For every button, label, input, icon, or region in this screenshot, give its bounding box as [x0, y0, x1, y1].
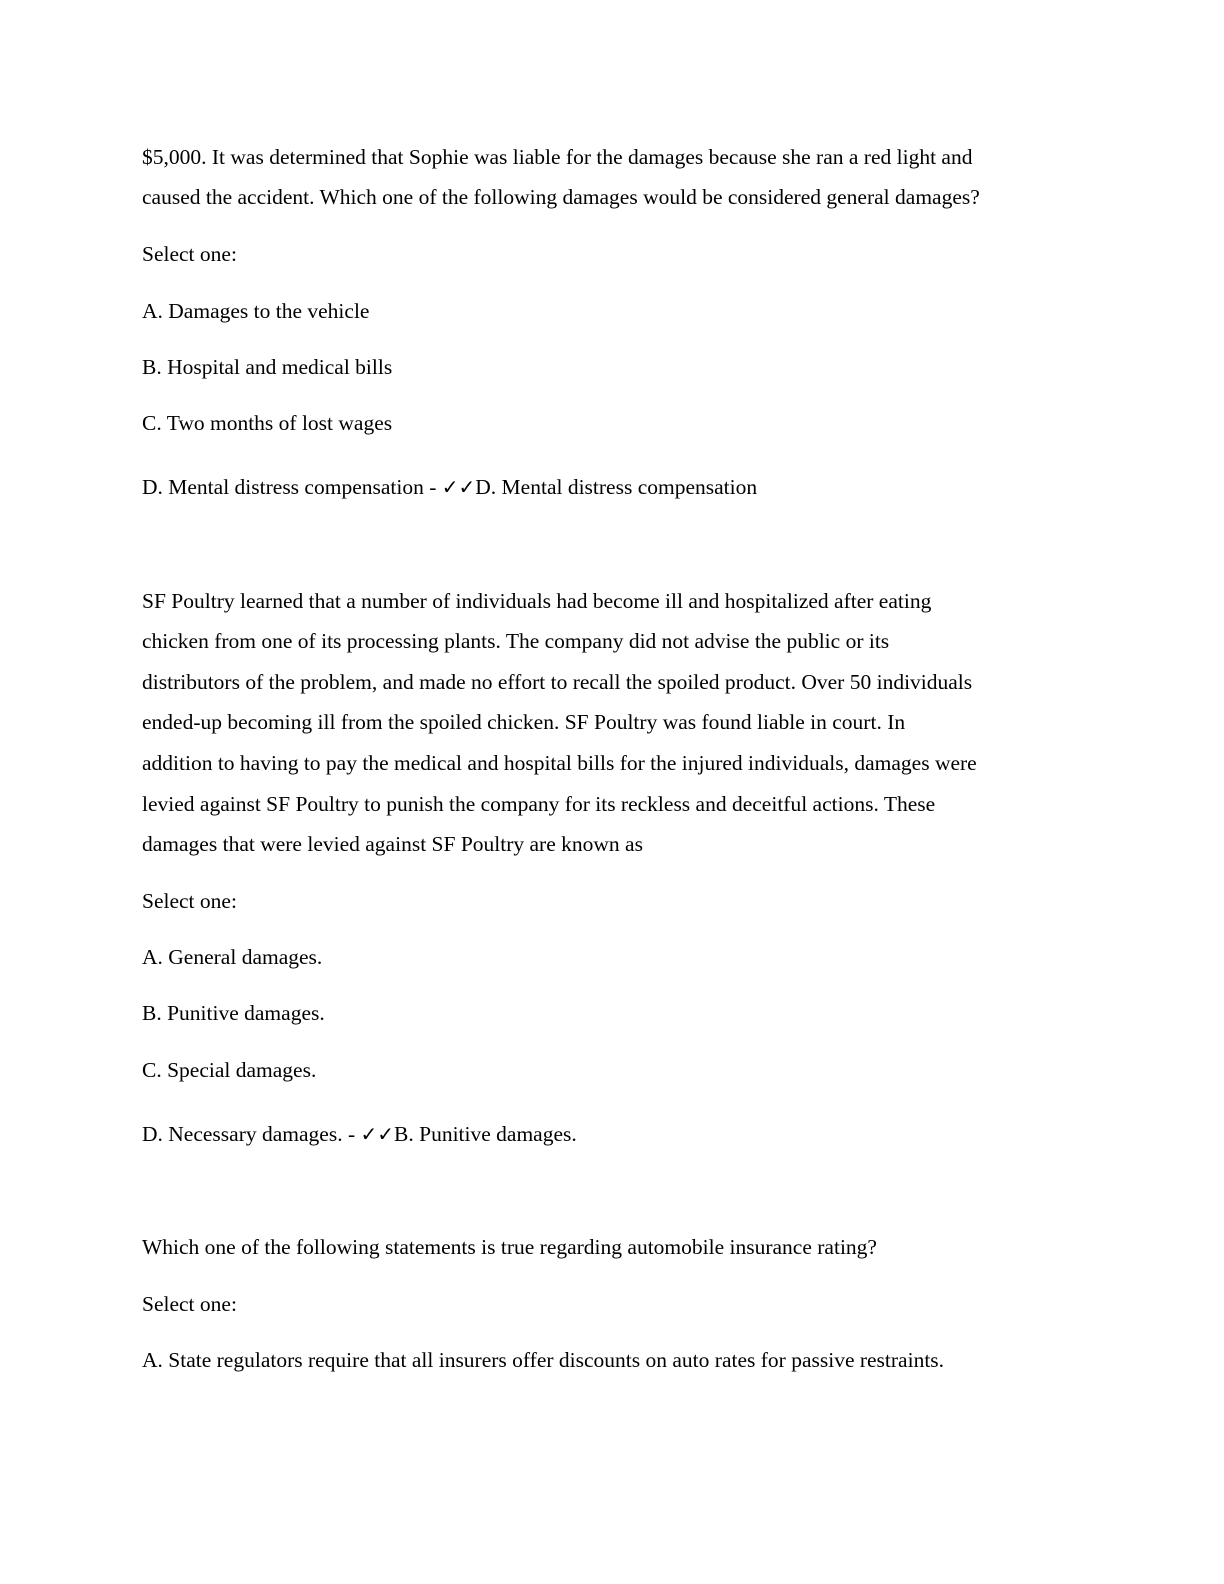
question-2-option-d: D. Necessary damages. -	[142, 1122, 361, 1146]
question-1-option-a: A. Damages to the vehicle	[142, 299, 370, 323]
question-2-stem-line-7: damages that were levied against SF Poultry are known as	[142, 832, 643, 856]
question-2-stem-line-1: SF Poultry learned that a number of individuals had become ill and hospitalized after eating	[142, 589, 932, 613]
question-1-answer: D. Mental distress compensation	[475, 475, 758, 499]
question-1-stem-line-1: $5,000. It was determined that Sophie was liable for the damages because she ran a red light and	[142, 145, 973, 169]
question-1-select-prompt: Select one:	[142, 242, 237, 266]
check-mark-icon: ✓✓	[441, 475, 476, 499]
question-2-stem-line-3: distributors of the problem, and made no effort to recall the spoiled product. Over 50 individuals	[142, 670, 973, 694]
question-1-option-d: D. Mental distress compensation -	[142, 475, 442, 499]
question-2-stem-line-6: levied against SF Poultry to punish the company for its reckless and deceitful actions. These	[142, 792, 936, 816]
question-1-option-d-line	[142, 473, 757, 501]
question-2-option-d-line	[142, 1120, 577, 1148]
question-1-stem-line-2: caused the accident. Which one of the following damages would be considered general damages?	[142, 185, 980, 209]
question-3-option-a: A. State regulators require that all insurers offer discounts on auto rates for passive restraints.	[142, 1348, 945, 1372]
question-3-select-prompt: Select one:	[142, 1292, 237, 1316]
question-3-stem-line-1: Which one of the following statements is true regarding automobile insurance rating?	[142, 1235, 877, 1259]
question-2-option-b: B. Punitive damages.	[142, 1001, 325, 1025]
question-2-option-c: C. Special damages.	[142, 1058, 317, 1082]
question-2-stem-line-2: chicken from one of its processing plants. The company did not advise the public or its	[142, 629, 890, 653]
question-1-option-b: B. Hospital and medical bills	[142, 355, 393, 379]
question-2-answer: B. Punitive damages.	[394, 1122, 577, 1146]
question-2-select-prompt: Select one:	[142, 889, 237, 913]
question-2-stem-line-4: ended-up becoming ill from the spoiled chicken. SF Poultry was found liable in court. In	[142, 710, 906, 734]
question-1-option-c: C. Two months of lost wages	[142, 411, 393, 435]
question-2-option-a: A. General damages.	[142, 945, 323, 969]
question-2-stem-line-5: addition to having to pay the medical and hospital bills for the injured individuals, damages were	[142, 751, 977, 775]
check-mark-icon: ✓✓	[360, 1122, 395, 1146]
